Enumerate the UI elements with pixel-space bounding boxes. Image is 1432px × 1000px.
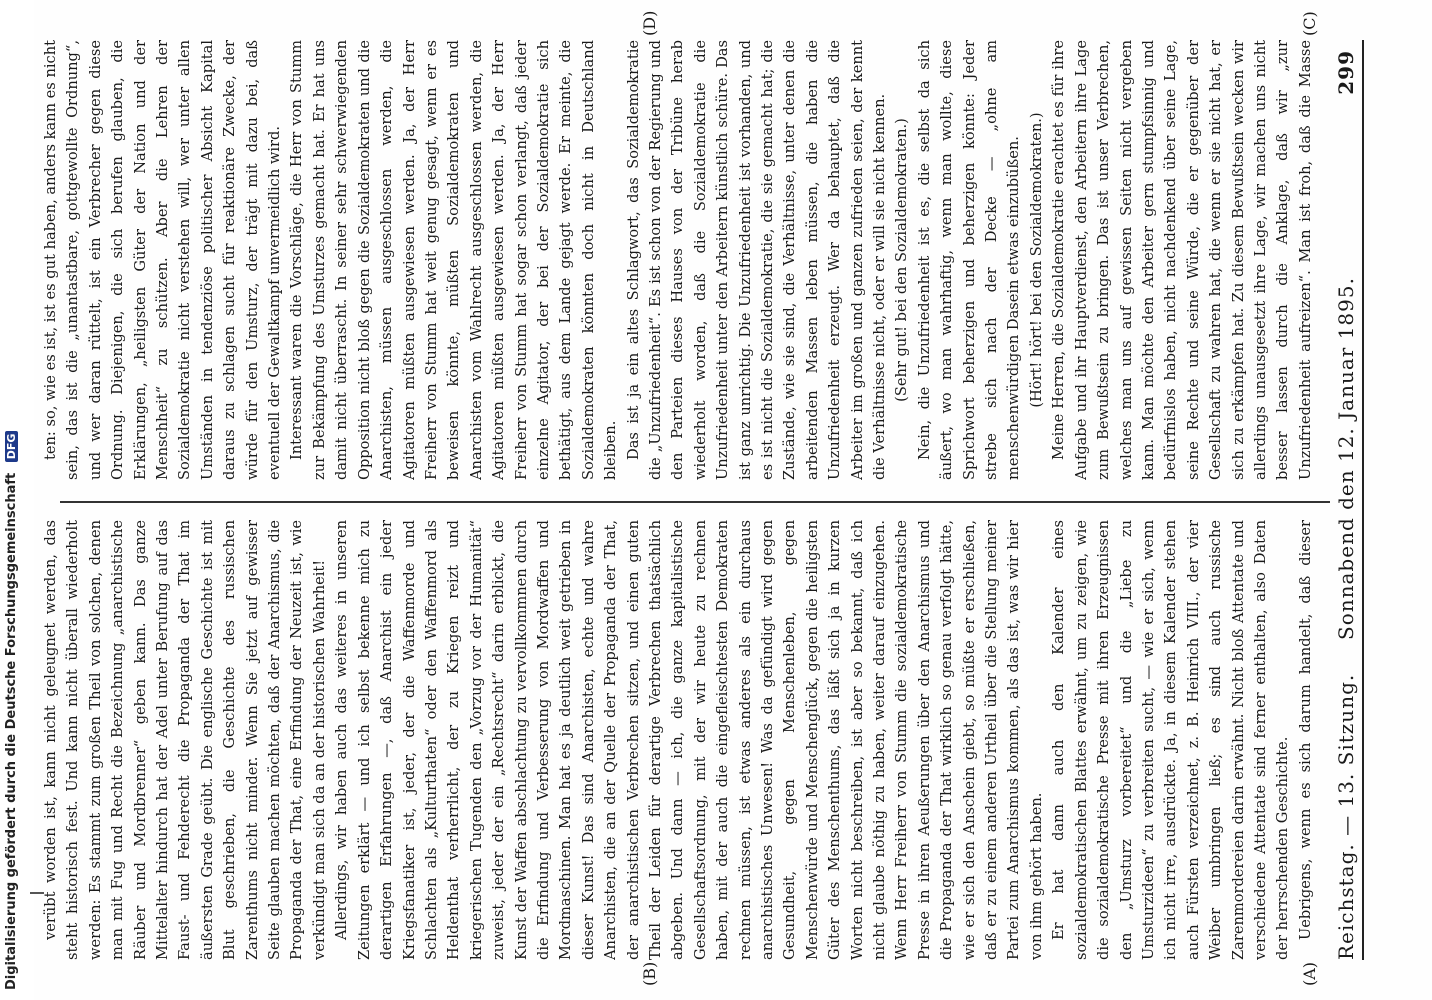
- left-column: [40, 520, 1320, 960]
- paragraph: Das ist ja ein altes Schlagwort, das Sozialdemokratie die „Unzufriedenheit“. Es ist schon von der Regierung und den Parteien dieses Hauses von der Tribüne herab wiederholt worden, daß die Sozialdemokratie die Unzufriedenheit unter den Arbeitern künstlich schüre. Das ist ganz unrichtig. Die Unzufriedenheit ist vorhanden, und es ist nicht die Sozialdemokratie, die sie gemacht hat; die Zustände, wie sie sind, die Verhältnisse, unter denen die arbeitenden Massen leben müssen, die haben die Unzufriedenheit erzeugt. Wer da behauptet, daß die Arbeiter im großen und ganzen zufrieden seien, der kennt die Verhältnisse nicht, oder er will sie nicht kennen.: [624, 40, 889, 480]
- margin-marker-d: (D): [640, 10, 659, 36]
- page-header: [1330, 40, 1364, 960]
- page-number: 299: [1334, 50, 1358, 95]
- interjection: (Hört! hört! bei den Sozialdemokraten.): [1027, 112, 1045, 408]
- header-date: Sonnabend den 12. Januar 1895.: [1334, 277, 1358, 640]
- interjection: (Sehr gut! bei den Sozialdemokraten.): [893, 118, 911, 402]
- paragraph: ten: so, wie es ist, ist es gut haben, anders kann es nicht sein, das ist die „unantastbare, gottgewollte Ordnung“, und wer daran rüttelt, ist ein Verbrecher gegen diese Ordnung. Diejenigen, die sich berufen glauben, die Erklärungen, „heiligsten Güter der Nation und der Menschheit“ zu schützen. Aber die Lehren der Sozialdemokratie nicht verstehen will, wer unter allen Umständen in tendenziöse politischer Absicht Kapital daraus zu schlagen sucht für reaktionäre Zwecke, der würde für den Umsturz, der trägt mit dazu bei, daß eventuell der Gewaltkampf unvermeidlich wird.: [42, 40, 284, 480]
- paragraph: Uebrigens, wenn es sich darum handelt, daß dieser: [1296, 520, 1314, 940]
- header-left: Reichstag. — 13. Sitzung.: [1334, 673, 1358, 960]
- paragraph: Interessant waren die Vorschläge, die Herr von Stumm zur Bekämpfung des Umsturzes gemacht hat. Er hat uns damit nicht überrascht. In seiner sehr schwerwiegenden Opposition nicht bloß gegen die Sozialdemokraten und die Anarchisten, müssen ausgeschlossen werden, die Agitatoren müßten ausgewiesen werden. Ja, der Herr Freiherr von Stumm hat weit genug gesagt, wenn er es beweisen könnte, müßten Sozialdemokraten und Anarchisten vom Wahlrecht ausgeschlossen werden, die Agitatoren müßten ausgewiesen werden. Ja, der Herr Freiherr von Stumm hat sogar schon verlangt, daß jeder einzelne Agitator, der bei der Sozialdemokratie sich bethätigt, aus dem Lande gejagt werde. Er meinte, die Sozialdemokraten könnten doch nicht in Deutschland bleiben.: [288, 40, 620, 480]
- paragraph: Meine Herren, die Sozialdemokratie erachtet es für ihre Aufgabe und ihr Hauptverdienst, den Arbeitern ihre Lage zum Bewußtsein zu bringen. Das ist unser Verbrechen, welches man uns auf gewissen Seiten nicht vergeben kann. Man möchte den Arbeiter gern stumpfsinnig und bedürfnislos haben, nicht nachdenkend über seine Lage, seine Rechte und seine Würde, die er gegenüber der Gesellschaft zu wahren hat, die wenn er sie nicht hat, er sich zu erkämpfen hat. Zu diesem Bewußtsein wecken wir allerdings unausgesetzt ihre Lage, wir machen uns nicht besser lassen durch die Anklage, daß wir „zur Unzufriedenheit aufreizen“. Man ist froh, daß die Masse: [1050, 40, 1314, 480]
- right-column: [40, 40, 1320, 480]
- dfg-logo-icon: DFG: [5, 431, 18, 463]
- paragraph: Er hat dann auch den Kalender eines sozialdemokratischen Blattes erwähnt, um zu zeigen, wie die sozialdemokratische Presse mit ihren Erzeugnissen den „Umsturz vorbereitet“ und die „Liebe zu Umsturzideen“ zu verbreiten sucht, — wie er sich, wenn ich nicht irre, ausdrückte. Ja, in diesem Kalender stehen auch Fürsten verzeichnet, z. B. Heinrich VIII., der vier Weiber umbringen ließ; es sind auch russische Zarenmordereien darin erwähnt. Nicht bloß Attentate und verschiedene Attentate sind ferner enthalten, also Daten der herrschenden Geschichte.: [1050, 520, 1292, 960]
- paragraph: Nein, die Unzufriedenheit ist es, die selbst da sich äußert, wo man wahrhaftig, wenn man wollte, diese Sprichwort beherzigen und beherzigen könnte: Jeder strebe sich nach der Decke — „ohne am menschenwürdigen Dasein etwas einzubüßen.: [915, 40, 1023, 480]
- margin-marker-b: (B): [640, 961, 659, 986]
- header-rule: [1362, 40, 1364, 960]
- digitization-text: Digitalisierung gefördert durch die Deutsche Forschungsgemeinschaft: [4, 472, 19, 990]
- column-divider: [60, 501, 1330, 503]
- paragraph: Allerdings, wir haben auch das weiteres in unseren Zeitungen erklärt — und ich selbst bekenne mich zu derartigen Erfahrungen —, daß Anarchist ein jeder Kriegsfanatiker ist, jeder, der die Waffenmorde und Schlachten als „Kulturthaten“ oder den Waffenmord als Heldenthat verherrlicht, der zu Kriegen reizt und kriegerischen Tugenden den „Vorzug vor der Humanität“ zuweist, jeder der ein „Rechtsrecht“ darin erblickt, die Kunst der Waffen abschlachtung zu vervollkommnen durch die Erfindung und Verbesserung von Mordwaffen und Mordmaschinen. Man hat es ja deutlich weit getrieben in dieser Kunst! Das sind Anarchisten, echte und wahre Anarchisten, die an der Quelle der Propaganda der That, der anarchistischen Verbrechen sitzen, und einen guten Theil der Leiden für derartige Verbrechen thatsächlich abgeben. Und dann — ich, die ganze kapitalistische Gesellschaftsordnung, mit der wir heute zu rechnen haben, mit der auch die eingefleischtesten Demokraten rechnen müssen, ist etwas anderes als ein durchaus anarchistisches Unwesen! Was da gefündigt wird gegen Gesundheit, gegen Menschenleben, gegen Menschenwürde und Menschenglück, gegen die heiligsten Güter des Menschenthums, das läßt sich ja in kurzen Worten nicht beschreiben, ist aber so bekannt, daß ich nicht glaube nöthig zu haben, weiter darauf einzugehen. Wenn Herr Freiherr von Stumm die sozialdemokratische Presse in ihren Aeußerungen über den Anarchismus und die Propaganda der That wirklich so genau verfolgt hätte, wie er sich den Anschein giebt, so müßte er erschließen, daß er zu einem anderen Urtheil über die Stellung meiner Partei zum Anarchismus kommen, als das ist, was wir hier von ihm gehört haben.: [333, 520, 1045, 960]
- paragraph: verübt worden ist, kann nicht geleugnet werden, das steht historisch fest. Und kann nicht überall wiederholt werden: Es stammt zum großen Theil von solchen, denen man mit Fug und Recht die Bezeichnung „anarchistische Räuber und Mordbrenner“ geben kann. Das ganze Mittelalter hindurch hat der Adel unter Berufung auf das Faust- und Fehderecht die Propaganda der That im äußersten Grade geübt. Die englische Geschichte ist mit Blut geschrieben, die Geschichte des russischen Zarenthums nicht minder. Wenn Sie jetzt auf gewisser Seite glauben machen möchten, daß der Anarchismus, die Propaganda der That, eine Erfindung der Neuzeit ist, wie verkündigt man sich da an der historischen Wahrheit!: [42, 520, 328, 960]
- margin-marker-c: (C): [1300, 11, 1319, 36]
- margin-marker-a: (A): [1300, 961, 1319, 986]
